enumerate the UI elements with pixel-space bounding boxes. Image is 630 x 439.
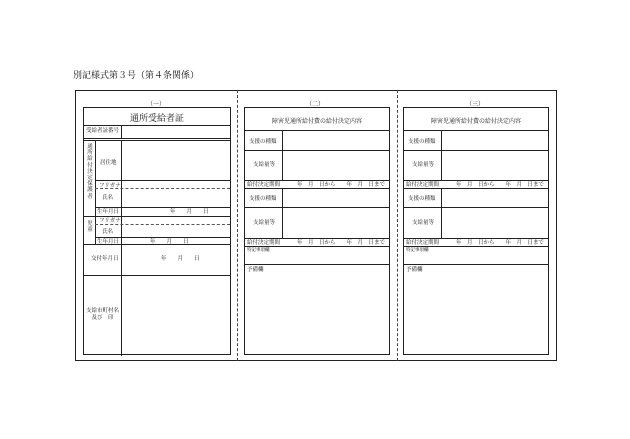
reserve-label: 予備欄 (247, 267, 264, 273)
benefit-decision-panel-2 (244, 107, 390, 355)
supply-amount-label: 支給量等 (253, 162, 276, 168)
decision-title: 障害児通所給付費の給付決定内容 (271, 118, 362, 125)
municipality-label-line1: 支給市町村名 (85, 308, 119, 314)
supply-amount-label: 支給量等 (412, 162, 435, 168)
address-label: 居住地 (100, 160, 117, 166)
support-type-label: 支援の種類 (408, 139, 436, 145)
recipient-number-label: 受給者証番号 (86, 128, 120, 134)
issue-date-label: 交付年月日 (91, 256, 119, 262)
form-heading: 別記様式第３号（第４条関係） (73, 71, 200, 81)
child-furigana-label: フリガナ (99, 218, 121, 224)
guardian-birth-label: 生年月日 (97, 209, 120, 215)
special-notes-label: 特記事項欄 (247, 248, 270, 253)
support-type-label-b: 支援の種類 (408, 196, 436, 202)
section-number-3: （三） (465, 101, 484, 108)
decision-period-label-b: 給付決定期間 (247, 240, 281, 246)
municipality-label-line2: 及び 印 (91, 315, 114, 321)
supply-amount-label-b: 支給量等 (253, 220, 276, 226)
decision-period-value: 年 月 日から 年 月 日まで (456, 182, 545, 188)
recipient-certificate-panel (83, 107, 231, 355)
guardian-name-label: 氏名 (102, 195, 114, 201)
decision-period-label: 給付決定期間 (406, 182, 440, 188)
decision-period-label: 給付決定期間 (247, 182, 281, 188)
certificate-title: 通所受給者証 (129, 114, 184, 124)
support-type-label-b: 支援の種類 (249, 196, 277, 202)
child-birth-label: 生年月日 (97, 239, 120, 245)
issue-date-value: 年 月 日 (161, 256, 200, 262)
supply-amount-label-b: 支給量等 (412, 220, 435, 226)
special-notes-label: 特記事項欄 (406, 248, 429, 253)
child-name-label: 氏名 (102, 229, 114, 235)
decision-period-value-b: 年 月 日から 年 月 日まで (297, 240, 386, 246)
decision-title: 障害児通所給付費の給付決定内容 (430, 118, 521, 125)
child-birth-date: 年 月 日 (150, 239, 189, 245)
decision-period-value: 年 月 日から 年 月 日まで (297, 182, 386, 188)
reserve-label: 予備欄 (406, 267, 423, 273)
benefit-decision-panel-3 (403, 107, 549, 355)
section-number-2: （二） (305, 101, 324, 108)
child-vertical-label: 児童 (87, 221, 93, 234)
fold-line-2 (397, 90, 398, 361)
guardian-furigana-label: フリガナ (99, 183, 121, 189)
section-number-1: （一） (146, 101, 165, 108)
decision-period-label-b: 給付決定期間 (406, 240, 440, 246)
support-type-label: 支援の種類 (249, 139, 277, 145)
guardian-vertical-label: 通所給付決定保護者 (87, 144, 93, 200)
fold-line-1 (237, 90, 238, 361)
guardian-birth-date: 年 月 日 (170, 209, 209, 215)
decision-period-value-b: 年 月 日から 年 月 日まで (456, 240, 545, 246)
